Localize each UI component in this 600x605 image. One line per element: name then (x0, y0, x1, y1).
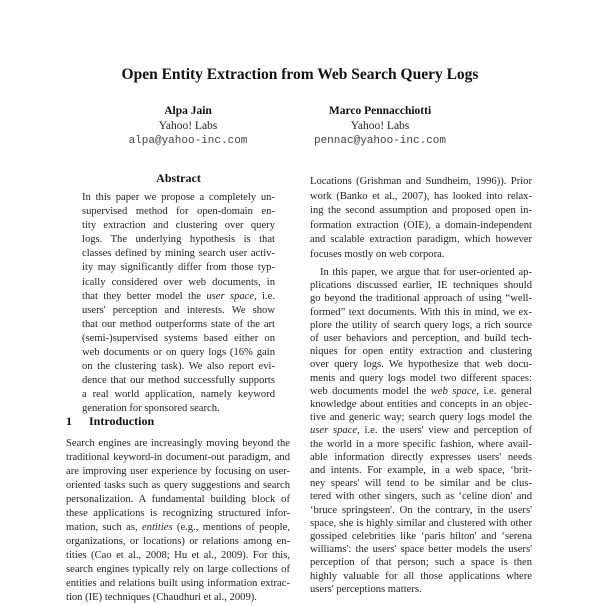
italic-term: entities (141, 522, 173, 533)
author-email: pennac@yahoo-inc.com (313, 135, 447, 147)
text-line: generation for sponsored search. (82, 403, 220, 415)
right-column-paragraph-2 (310, 266, 532, 596)
text-line: plications discussed earlier, IE techniques should (310, 280, 532, 292)
section-number: 1 (66, 414, 72, 428)
abstract-text (82, 191, 275, 417)
author-1 (88, 104, 288, 149)
text-line: knowledge about entities and concepts in an objec- (310, 399, 532, 411)
right-column-paragraph-1 (310, 175, 532, 263)
section-heading-introduction (66, 414, 154, 429)
text-line: niques for open entity extraction and clustering (310, 346, 532, 358)
text-line: and scalable extraction paradigm, which however (310, 234, 532, 246)
italic-term: user space (310, 425, 358, 437)
text-line: Locations (Grishman and Sundheim, 1996)). Prior (310, 176, 532, 187)
text-line: ments and query logs model two different spaces: (310, 372, 532, 384)
text-line: logs. The underlying hypothesis is that (82, 234, 275, 246)
author-email: alpa@yahoo-inc.com (128, 135, 248, 147)
text-line: williams': the users' space better models the users' (310, 544, 532, 556)
text-line: tity extraction and clustering over query (82, 220, 275, 232)
text-line: these applications is recognizing structured infor- (66, 508, 290, 519)
text-segment: that they better model the (82, 290, 207, 302)
text-segment: mation, such as, (66, 522, 142, 533)
text-line: search engines typically rely on large collections of (66, 564, 290, 575)
text-line: on the clustering task). We also report evi- (82, 361, 275, 373)
text-line: over query logs. We hypothesize that web docu- (310, 359, 532, 371)
text-line (310, 385, 532, 398)
text-segment: , i.e. the users' view and perception of (357, 425, 532, 437)
text-line: tion (IE) techniques (Chaudhuri et al., 2009). (66, 592, 257, 603)
text-line: formed” text documents. With this in mind, we ex- (310, 306, 532, 318)
text-line: tered with other singers, such as ‘celine dion' and (310, 491, 532, 503)
text-line: In this paper, we argue that for user-oriented ap- (320, 267, 532, 278)
text-line: ney spears' will tend to be similar and be clus- (310, 478, 532, 490)
text-line: work (Banko et al., 2007), has looked into relax- (310, 190, 532, 202)
section-title: Introduction (89, 414, 155, 428)
author-affiliation: Yahoo! Labs (158, 120, 218, 132)
introduction-text (66, 437, 290, 605)
text-line: Search engines are increasingly moving beyond the (66, 438, 290, 449)
text-line: dence that our method successfully supports (82, 375, 275, 387)
text-line: perception of that person; such a space is then (310, 557, 532, 569)
text-line: organizations, or locations) or relations among en- (66, 536, 290, 547)
text-line: ity may significantly differ from those typ- (82, 262, 275, 274)
text-line: a real world application, namely keyword (82, 389, 275, 401)
text-line: classes defined by mining search user activ- (82, 248, 275, 260)
text-line: tities (Cao et al., 2008; Hu et al., 2009). For this, (66, 550, 290, 561)
text-line (310, 424, 532, 437)
text-line (66, 521, 290, 535)
paper-title: Open Entity Extraction from Web Search Query Logs (121, 66, 479, 83)
text-line: able information directly expresses users' needs (310, 451, 532, 463)
author-name: Alpa Jain (164, 105, 212, 117)
text-line: users' perception and interests. We show (82, 304, 275, 316)
text-line: oriented tasks such as query suggestions and search (66, 480, 290, 491)
italic-term: user space (206, 290, 255, 302)
text-line: are improving user experience by focusing on user- (66, 466, 290, 477)
text-line: supervised method for open-domain en- (82, 206, 275, 218)
text-line: and intents. For example, in a web space, ‘brit- (310, 465, 532, 477)
text-line: highly valuable for all those applications where (310, 570, 532, 582)
text-line: go beyond the traditional approach of using “well- (310, 293, 532, 305)
author-name: Marco Pennacchiotti (328, 105, 432, 117)
text-segment: , i.e. general (476, 385, 532, 397)
text-line: space, she is highly similar and clustered with other (310, 517, 532, 529)
text-segment: (e.g., mentions of people, (172, 522, 290, 533)
text-line: focuses mostly on web corpora. (310, 248, 445, 260)
text-line: tive and generic way; search query logs model the (310, 412, 532, 424)
abstract-heading: Abstract (156, 171, 201, 185)
text-line: In this paper we propose a completely un- (82, 192, 275, 203)
author-2 (280, 104, 480, 149)
text-line: of user behaviors and perception, and build tech- (310, 333, 532, 345)
text-line: formation extraction (OIE), a domain-independent (310, 219, 532, 231)
text-line: that our method outperforms state of the art (82, 318, 275, 330)
text-line (82, 290, 275, 304)
text-line: entities and relations built using information extrac- (66, 578, 290, 589)
text-line: ing the second assumption and proposed open in- (310, 205, 532, 217)
text-line: traditional keyword-in document-out paradigm, and (66, 452, 290, 463)
text-line: ‘bruce springsteen'. On the contrary, in the users' (310, 504, 532, 516)
text-line: plore the utility of search query logs, a rich source (310, 319, 532, 331)
text-segment: , i.e. (254, 290, 275, 302)
text-line: (semi-)supervised systems based either on (82, 332, 275, 344)
text-line: users' perceptions matters. (310, 583, 422, 595)
text-line: web documents or on query logs (16% gain (82, 347, 275, 359)
text-line: gossiped celebrities like ‘paris hilton' and ‘serena (310, 531, 532, 543)
text-line: personalization. A fundamental building block of (66, 494, 290, 505)
text-line: ically considered over web documents, in (82, 276, 275, 288)
text-line: the world in a more specific fashion, where avail- (310, 438, 532, 450)
text-segment: web documents model the (310, 385, 431, 397)
author-affiliation: Yahoo! Labs (350, 120, 410, 132)
italic-term: web space (430, 385, 477, 397)
